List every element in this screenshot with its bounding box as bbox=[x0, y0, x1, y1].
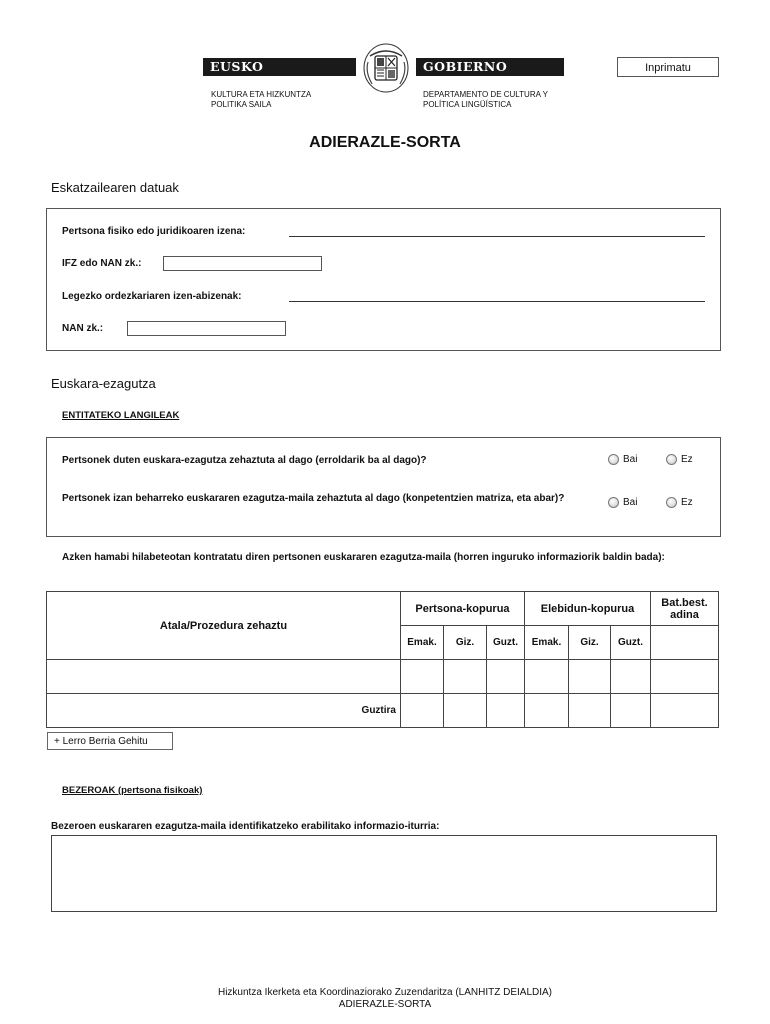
total-bilingual-women-cell[interactable] bbox=[525, 694, 569, 728]
name-field[interactable] bbox=[289, 236, 705, 237]
bilingual-men-cell[interactable] bbox=[569, 660, 611, 694]
q1-no-option[interactable] bbox=[666, 454, 693, 465]
recent-hires-text: Azken hamabi hilabeteotan kontratatu diren pertsonen euskararen ezagutza-maila (horren inguruko informaziorik baldin bada): bbox=[62, 552, 665, 563]
total-persons-women-cell[interactable] bbox=[401, 694, 444, 728]
total-average-cell[interactable] bbox=[651, 694, 719, 728]
total-persons-men-cell[interactable] bbox=[444, 694, 487, 728]
q2-yes-label: Bai bbox=[623, 497, 638, 508]
total-bilingual-total-cell[interactable] bbox=[611, 694, 651, 728]
persons-total-cell[interactable] bbox=[487, 660, 525, 694]
persons-women-cell[interactable] bbox=[401, 660, 444, 694]
col-section-header: Atala/Prozedura zehaztu bbox=[47, 592, 401, 660]
ifz-field[interactable] bbox=[163, 256, 322, 271]
department-spanish bbox=[423, 90, 548, 109]
representative-label: Legezko ordezkariaren izen-abizenak: bbox=[62, 291, 242, 302]
col-bilingual-header: Elebidun-kopurua bbox=[525, 592, 651, 626]
total-persons-total-cell[interactable] bbox=[487, 694, 525, 728]
average-empty-cell[interactable] bbox=[651, 626, 719, 660]
nan-field[interactable] bbox=[127, 321, 286, 336]
q2-yes-radio[interactable] bbox=[608, 497, 619, 508]
q2-yes-option[interactable] bbox=[608, 497, 637, 508]
q1-yes-label: Bai bbox=[623, 454, 638, 465]
staff-questions-box bbox=[46, 437, 721, 537]
question-2: Pertsonek izan beharreko euskararen ezagutza-maila zehaztuta al dago (konpetentzien matriza, eta abar)? bbox=[62, 493, 565, 504]
q2-no-label: Ez bbox=[681, 497, 693, 508]
question-1: Pertsonek duten euskara-ezagutza zehaztuta al dago (erroldarik ba al dago)? bbox=[62, 455, 427, 466]
col-persons-header: Pertsona-kopurua bbox=[401, 592, 525, 626]
department-basque-line1: KULTURA ETA HIZKUNTZA bbox=[211, 90, 312, 99]
print-button[interactable]: Inprimatu bbox=[617, 57, 719, 77]
table-header-row bbox=[47, 592, 719, 626]
footer-line-2: ADIERAZLE-SORTA bbox=[338, 999, 432, 1010]
table-total-row bbox=[47, 694, 719, 728]
department-basque-line2: POLITIKA SAILA bbox=[211, 99, 272, 109]
footer-line-1: Hizkuntza Ikerketa eta Koordinaziorako Zuzendaritza (LANHITZ DEIALDIA) bbox=[217, 987, 553, 998]
persons-men-cell[interactable] bbox=[444, 660, 487, 694]
table-row bbox=[47, 660, 719, 694]
knowledge-section-heading: Euskara-ezagutza bbox=[51, 376, 156, 391]
coat-of-arms-logo bbox=[362, 42, 410, 94]
q2-no-option[interactable] bbox=[666, 497, 693, 508]
bilingual-men-header: Giz. bbox=[569, 626, 611, 660]
q1-yes-radio[interactable] bbox=[608, 454, 619, 465]
q2-no-radio[interactable] bbox=[666, 497, 677, 508]
info-source-textarea[interactable] bbox=[51, 835, 717, 912]
bilingual-women-header: Emak. bbox=[525, 626, 569, 660]
average-cell[interactable] bbox=[651, 660, 719, 694]
add-row-button[interactable]: + Lerro Berria Gehitu bbox=[47, 732, 173, 750]
bilingual-total-cell[interactable] bbox=[611, 660, 651, 694]
q1-no-label: Ez bbox=[681, 454, 693, 465]
applicant-section-heading: Eskatzailearen datuak bbox=[51, 180, 179, 195]
persons-men-header: Giz. bbox=[444, 626, 487, 660]
info-source-label: Bezeroen euskararen ezagutza-maila identifikatzeko erabilitako informazio-iturria: bbox=[51, 821, 440, 832]
staff-table bbox=[46, 591, 719, 728]
bilingual-women-cell[interactable] bbox=[525, 660, 569, 694]
ifz-label: IFZ edo NAN zk.: bbox=[62, 258, 142, 269]
q1-no-radio[interactable] bbox=[666, 454, 677, 465]
government-banner-spanish: GOBIERNO VASCO bbox=[416, 58, 564, 76]
department-basque bbox=[211, 90, 311, 109]
bilingual-total-header: Guzt. bbox=[611, 626, 651, 660]
customers-heading: BEZEROAK (pertsona fisikoak) bbox=[62, 785, 203, 796]
department-spanish-line2: POLÍTICA LINGÜÍSTICA bbox=[423, 99, 512, 109]
total-row-label: Guztira bbox=[47, 694, 401, 728]
section-input-cell[interactable] bbox=[47, 660, 401, 694]
persons-women-header: Emak. bbox=[401, 626, 444, 660]
q1-yes-option[interactable] bbox=[608, 454, 637, 465]
staff-heading: ENTITATEKO LANGILEAK bbox=[62, 410, 180, 421]
nan-label: NAN zk.: bbox=[62, 323, 104, 334]
name-label: Pertsona fisiko edo juridikoaren izena: bbox=[62, 226, 246, 237]
col-average-header: Bat.best. adina bbox=[651, 592, 719, 626]
government-banner-basque: EUSKO JAURLARITZA bbox=[203, 58, 356, 76]
persons-total-header: Guzt. bbox=[487, 626, 525, 660]
representative-field[interactable] bbox=[289, 301, 705, 302]
department-spanish-line1: DEPARTAMENTO DE CULTURA Y bbox=[423, 90, 548, 99]
total-bilingual-men-cell[interactable] bbox=[569, 694, 611, 728]
document-title: ADIERAZLE-SORTA bbox=[309, 134, 461, 151]
